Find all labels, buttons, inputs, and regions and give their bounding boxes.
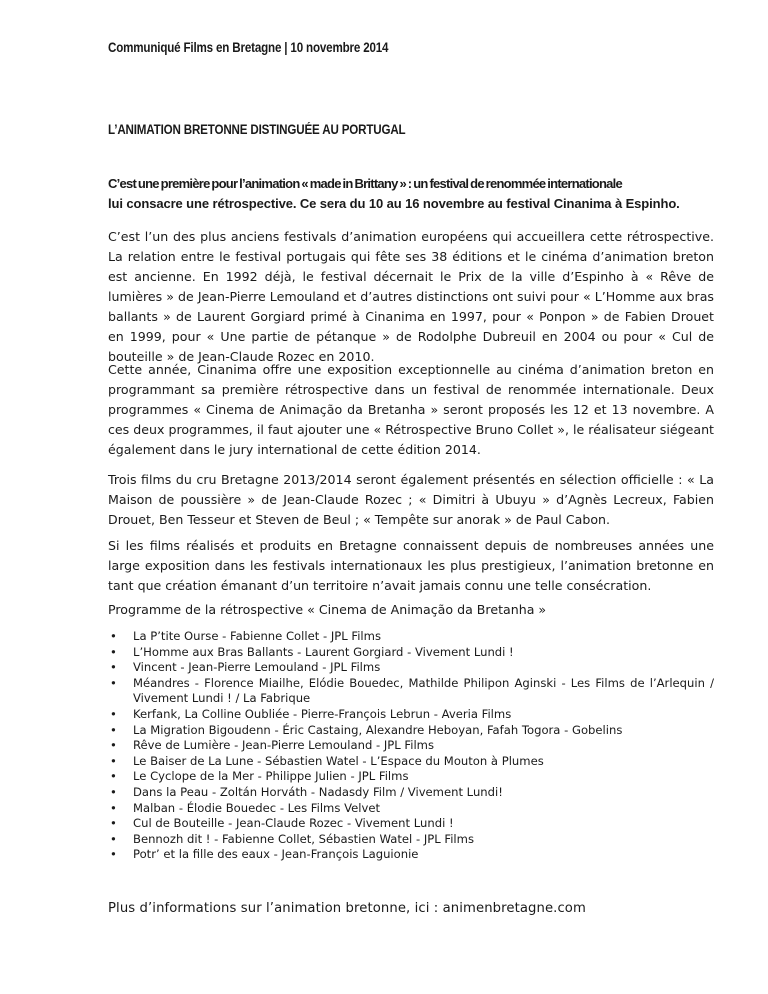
bullet-icon: • xyxy=(110,800,117,815)
film-entry-text: Le Cyclope de la Mer - Philippe Julien - JPL Films xyxy=(133,769,409,784)
film-list-item xyxy=(108,676,714,707)
lead-paragraph xyxy=(108,174,714,214)
film-list xyxy=(108,629,714,863)
bullet-icon: • xyxy=(110,784,117,799)
film-entry-text: Le Baiser de La Lune - Sébastien Watel - L’Espace du Mouton à Plumes xyxy=(133,753,544,768)
film-list-item xyxy=(108,754,714,770)
film-list-item xyxy=(108,660,714,676)
bullet-icon: • xyxy=(110,831,117,846)
film-entry-text: L’Homme aux Bras Ballants - Laurent Gorgiard - Vivement Lundi ! xyxy=(133,644,514,659)
article-title: L’ANIMATION BRETONNE DISTINGUÉE AU PORTUGAL xyxy=(108,122,406,137)
film-entry-text: Dans la Peau - Zoltán Horváth - Nadasdy Film / Vivement Lundi! xyxy=(133,784,503,799)
film-list-item xyxy=(108,785,714,801)
film-entry-text: Potr’ et la fille des eaux - Jean-François Laguionie xyxy=(133,847,419,862)
bullet-icon: • xyxy=(110,769,117,784)
bullet-icon: • xyxy=(110,629,117,643)
body-paragraph-consecration: Si les films réalisés et produits en Bretagne connaissent depuis de nombreuses années une large exposition dans les festivals internationaux les plus prestigieux, l’animation bretonne en tant que création émanant d’un territoire n’avait jamais connu une telle consécration. xyxy=(108,538,714,593)
bullet-icon: • xyxy=(110,706,117,721)
body-paragraph-retrospective: Cette année, Cinanima offre une exposition exceptionnelle au cinéma d’animation breton en programmant sa première rétrospective dans un festival de renommée internationale. Deux programmes « Cinema de Animação da Bretanha » seront proposés les 12 et 13 novembre. A ces deux programmes, il faut ajouter une « Rétrospective Bruno Collet », le réalisateur siégeant également dans le jury international de cette édition 2014. xyxy=(108,362,714,457)
film-list-item xyxy=(108,707,714,723)
film-list-item xyxy=(108,832,714,848)
film-entry-text: Cul de Bouteille - Jean-Claude Rozec - Vivement Lundi ! xyxy=(133,816,454,831)
film-entry-text: Malban - Élodie Bouedec - Les Films Velvet xyxy=(133,800,381,815)
film-entry-text: Rêve de Lumière - Jean-Pierre Lemouland - JPL Films xyxy=(133,738,435,753)
bullet-icon: • xyxy=(110,660,117,675)
bullet-icon: • xyxy=(110,722,117,737)
programme-title: Programme de la rétrospective « Cinema de Animação da Bretanha » xyxy=(108,602,547,617)
bullet-icon: • xyxy=(110,644,117,659)
film-list-item xyxy=(108,629,714,645)
film-entry-text: Vincent - Jean-Pierre Lemouland - JPL Films xyxy=(133,660,381,675)
film-list-item xyxy=(108,723,714,739)
body-paragraph-history: C’est l’un des plus anciens festivals d’animation européens qui accueillera cette rétrospective. La relation entre le festival portugais qui fête ses 38 éditions et le cinéma d’animation breton est ancienne. En 1992 déjà, le festival décernait le Prix de la ville d’Espinho à « Rêve de lumières » de Jean-Pierre Lemouland et d’autres distinctions ont suivi pour « L’Homme aux bras ballants » de Laurent Gorgiard primé à Cinanima en 1997, pour « Ponpon » de Fabien Drouet en 1999, pour « Une partie de pétanque » de Rodolphe Dubreuil en 2004 ou pour « Cul de bouteille » de Jean-Claude Rozec en 2010. xyxy=(108,229,714,364)
film-entry-text: Méandres - Florence Miailhe, Elódie Bouedec, Mathilde Philipon Aginski - Les Films de l’Arlequin / Vivement Lundi ! / La Fabrique xyxy=(133,675,714,706)
lead-line-2: lui consacre une rétrospective. Ce sera du 10 au 16 novembre au festival Cinanima à Espinho. xyxy=(108,196,680,211)
footer-more-info: Plus d’informations sur l’animation bretonne, ici : animenbretagne.com xyxy=(108,901,586,916)
lead-line-1: C’est une première pour l’animation « made in Brittany » : un festival de renommée internationale xyxy=(108,176,623,191)
film-entry-text: Bennozh dit ! - Fabienne Collet, Sébastien Watel - JPL Films xyxy=(133,831,474,846)
film-entry-text: Kerfank, La Colline Oubliée - Pierre-François Lebrun - Averia Films xyxy=(133,706,512,721)
bullet-icon: • xyxy=(110,847,117,862)
film-list-item xyxy=(108,645,714,661)
body-paragraph-official-selection: Trois films du cru Bretagne 2013/2014 seront également présentés en sélection officielle : « La Maison de poussière » de Jean-Claude Rozec ; « Dimitri à Ubuyu » d’Agnès Lecreux, Fabien Drouet, Ben Tesseur et Steven de Beul ; « Tempête sur anorak » de Paul Cabon. xyxy=(108,472,714,527)
film-entry-text: La Migration Bigoudenn - Éric Castaing, Alexandre Heboyan, Fafah Togora - Gobelins xyxy=(133,722,623,737)
film-list-item xyxy=(108,816,714,832)
press-release-header: Communiqué Films en Bretagne | 10 novembre 2014 xyxy=(108,40,389,55)
bullet-icon: • xyxy=(110,675,117,690)
bullet-icon: • xyxy=(110,753,117,768)
bullet-icon: • xyxy=(110,738,117,753)
film-list-item xyxy=(108,801,714,817)
bullet-icon: • xyxy=(110,816,117,831)
film-list-item xyxy=(108,847,714,863)
film-entry-text: La P’tite Ourse - Fabienne Collet - JPL Films xyxy=(133,629,381,643)
film-list-item xyxy=(108,769,714,785)
film-list-item xyxy=(108,738,714,754)
